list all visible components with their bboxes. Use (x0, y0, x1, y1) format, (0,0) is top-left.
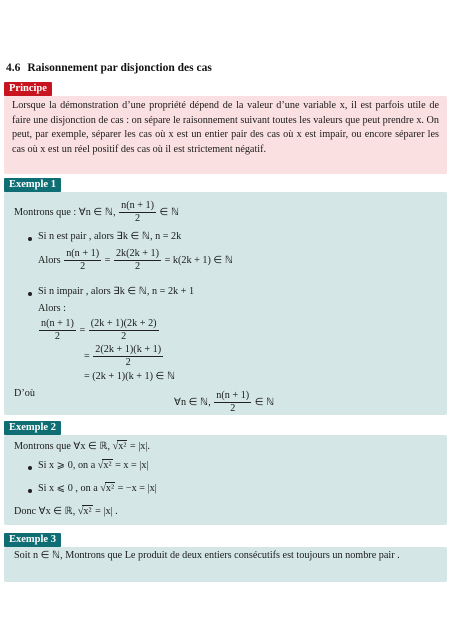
bullet-icon (28, 292, 32, 296)
conclusion-text: Donc ∀x ∈ ℝ, (14, 506, 76, 517)
sqrt-radicand: x² (118, 441, 127, 452)
conclusion-tail: = |x| . (95, 506, 118, 517)
sqrt-radicand: x² (103, 460, 112, 471)
exemple3-text: Soit n ∈ ℕ, Montrons que Le produit de deux entiers consécutifs est toujours un nombre pair . (14, 550, 400, 561)
fraction-denominator: 2 (230, 403, 236, 414)
principe-panel (4, 96, 447, 174)
exemple3-panel (4, 547, 447, 582)
bullet2-text: Si x ⩽ 0 , on a (38, 483, 98, 494)
bullet1-tail: = x = |x| (115, 460, 149, 471)
fraction (89, 318, 159, 343)
exemple1-case2-alors: Alors : (38, 303, 67, 314)
sqrt-radicand: x² (105, 483, 115, 494)
exemple1-dou: D’où (14, 388, 35, 399)
fraction-numerator: n(n + 1) (66, 248, 100, 259)
exemple1-case1-head: Si n est pair , alors ∃k ∈ ℕ, n = 2k (38, 231, 182, 242)
exemple1-panel (4, 192, 447, 415)
exemple1-case2-line2 (84, 344, 164, 369)
fraction (64, 248, 101, 273)
bullet-icon (28, 489, 32, 493)
exemple2-intro: Montrons que ∀x ∈ ℝ, √x² = |x|. (14, 441, 150, 452)
fraction-numerator: 2k(2k + 1) (115, 248, 160, 259)
exemple1-intro-tail: ∈ ℕ (159, 206, 180, 218)
exemple1-intro-fraction (119, 200, 156, 225)
section-number: 4.6 (6, 62, 21, 74)
exemple1-case2-line1 (38, 318, 160, 343)
intro-tail: = |x|. (129, 441, 150, 452)
equals-sign: = (104, 254, 111, 266)
exemple2-conclusion: Donc ∀x ∈ ℝ, √x² = |x| . (14, 506, 118, 517)
bullet-icon (28, 466, 32, 470)
fraction-numerator: n(n + 1) (121, 200, 154, 211)
bullet1-text: Si x ⩾ 0, on a (38, 460, 96, 471)
alors-label: Alors (38, 254, 61, 266)
exemple2-panel (4, 435, 447, 525)
exemple2-bullet1: Si x ⩾ 0, on a √x² = x = |x| (38, 460, 149, 471)
exemple1-case2-head: Si n impair , alors ∃k ∈ ℕ, n = 2k + 1 (38, 286, 195, 297)
fraction-numerator: 2(2k + 1)(k + 1) (95, 344, 162, 355)
equals-sign: = (79, 324, 86, 336)
exemple1-intro-text: Montrons que : ∀n ∈ ℕ, (14, 206, 116, 218)
fraction (39, 318, 76, 343)
bullet2-tail: = −x = |x| (117, 483, 157, 494)
principe-label: Principe (4, 82, 52, 96)
sqrt-radicand: x² (83, 506, 92, 517)
fraction (114, 248, 161, 273)
exemple1-intro (14, 200, 179, 225)
fraction-denominator: 2 (121, 331, 127, 342)
fraction-numerator: n(n + 1) (41, 318, 74, 329)
conclusion-head: ∀n ∈ ℕ, (174, 396, 211, 408)
fraction (214, 390, 251, 415)
exemple1-label: Exemple 1 (4, 178, 61, 192)
principe-text: Lorsque la démonstration d’une propriété dépend de la valeur d’une variable x, il est parfois utile de faire une disjonction de cas : on sépare le raisonnement suivant toutes les valeurs que peut prendre x. On peut, par exemple, séparer les cas où x est un entier pair des cas où x est impair, ou encore séparer les cas où x est un réel positif des cas où il est strictement négatif. (12, 100, 439, 155)
bullet-icon (28, 237, 32, 241)
section-heading (6, 62, 212, 74)
exemple3-label: Exemple 3 (4, 533, 61, 547)
fraction-denominator: 2 (54, 331, 60, 342)
fraction-denominator: 2 (134, 261, 141, 272)
fraction (93, 344, 163, 369)
fraction-numerator: n(n + 1) (216, 390, 250, 401)
exemple1-case1-line (38, 248, 233, 273)
equals-sign: = (84, 350, 90, 362)
case1-result: = k(2k + 1) ∈ ℕ (164, 254, 233, 266)
exemple1-conclusion (174, 390, 274, 415)
exemple2-bullet2: Si x ⩽ 0 , on a √x² = −x = |x| (38, 483, 157, 494)
conclusion-tail: ∈ ℕ (254, 396, 275, 408)
exemple1-case2-line3: = (2k + 1)(k + 1) ∈ ℕ (84, 371, 176, 382)
exemple2-label: Exemple 2 (4, 421, 61, 435)
intro-text: Montrons que ∀x ∈ ℝ, (14, 441, 111, 452)
section-title: Raisonnement par disjonction des cas (27, 62, 212, 74)
fraction-denominator: 2 (80, 261, 86, 272)
fraction-numerator: (2k + 1)(2k + 2) (90, 318, 157, 329)
fraction-denominator: 2 (125, 357, 131, 368)
fraction-denominator: 2 (135, 213, 141, 224)
